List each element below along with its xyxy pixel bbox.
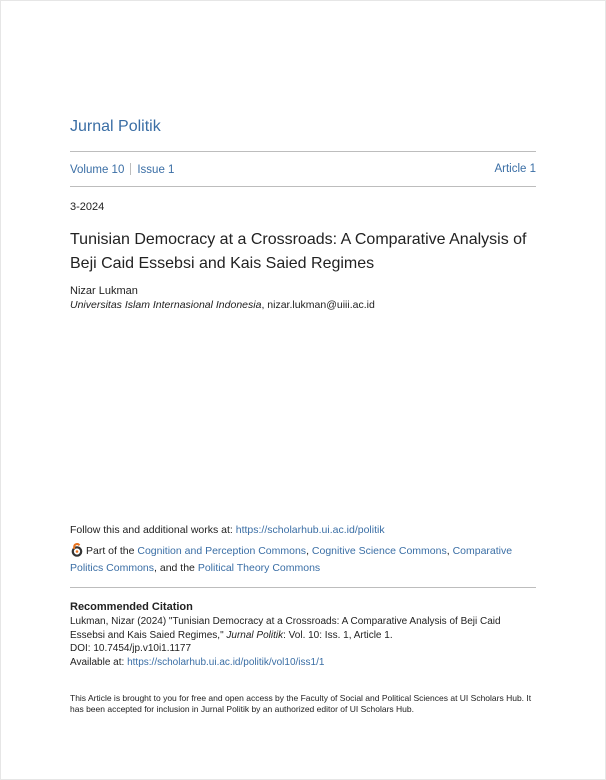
separator: ,: [306, 545, 312, 557]
author-affiliation: [70, 299, 375, 311]
citation-text: Lukman, Nizar (2024) "Tunisian Democracy at a Crossroads: A Comparative Analysis of Beji Caid Essebsi and Kais Saied Regimes,": [70, 616, 501, 641]
author-email: , nizar.lukman@uiii.ac.id: [261, 299, 375, 311]
divider: [130, 163, 131, 175]
collection-link[interactable]: https://scholarhub.ui.ac.id/politik: [235, 524, 385, 536]
divider: [70, 186, 536, 187]
commons-link[interactable]: Comparative Politics Commons: [70, 545, 513, 574]
commons-link[interactable]: Cognition and Perception Commons: [137, 545, 307, 557]
follow-line: [70, 524, 385, 536]
access-notice: This Article is brought to you for free and open access by the Faculty of Social and Political Sciences at UI Scholars Hub. It has been accepted for inclusion in Jurnal Politik by an authorized editor of UI Scholars Hub.: [70, 693, 532, 714]
citation-body: [70, 615, 536, 669]
divider: [70, 151, 536, 152]
available-prefix: Available at:: [70, 656, 128, 668]
part-of-prefix: Part of the: [86, 545, 138, 557]
affiliation-name: Universitas Islam Internasional Indonesia: [70, 299, 262, 311]
follow-text: Follow this and additional works at:: [70, 524, 236, 536]
citation-journal: Jurnal Politik: [226, 629, 284, 641]
divider: [70, 587, 536, 588]
journal-link[interactable]: Jurnal Politik: [70, 118, 161, 135]
citation-volume: : Vol. 10: Iss. 1, Article 1.: [283, 629, 393, 641]
article-title: Tunisian Democracy at a Crossroads: A Comparative Analysis of Beji Caid Essebsi and Kais Saied Regimes: [70, 231, 527, 272]
part-of-line: [70, 543, 536, 577]
citation-heading: Recommended Citation: [70, 601, 193, 613]
publication-date: 3-2024: [70, 201, 105, 213]
separator: , and the: [154, 562, 198, 574]
article-link[interactable]: Article 1: [494, 163, 536, 175]
volume-link[interactable]: Volume 10: [70, 164, 125, 176]
commons-link[interactable]: Political Theory Commons: [197, 562, 321, 574]
commons-link[interactable]: Cognitive Science Commons: [311, 545, 447, 557]
open-access-icon: [70, 543, 84, 557]
author-name: Nizar Lukman: [70, 285, 138, 297]
issue-info: [70, 163, 536, 176]
separator: ,: [446, 545, 453, 557]
article-url-link[interactable]: https://scholarhub.ui.ac.id/politik/vol10/iss1/1: [127, 656, 325, 668]
issue-link[interactable]: Issue 1: [137, 164, 175, 176]
citation-doi: DOI: 10.7454/jp.v10i1.1177: [70, 643, 192, 654]
